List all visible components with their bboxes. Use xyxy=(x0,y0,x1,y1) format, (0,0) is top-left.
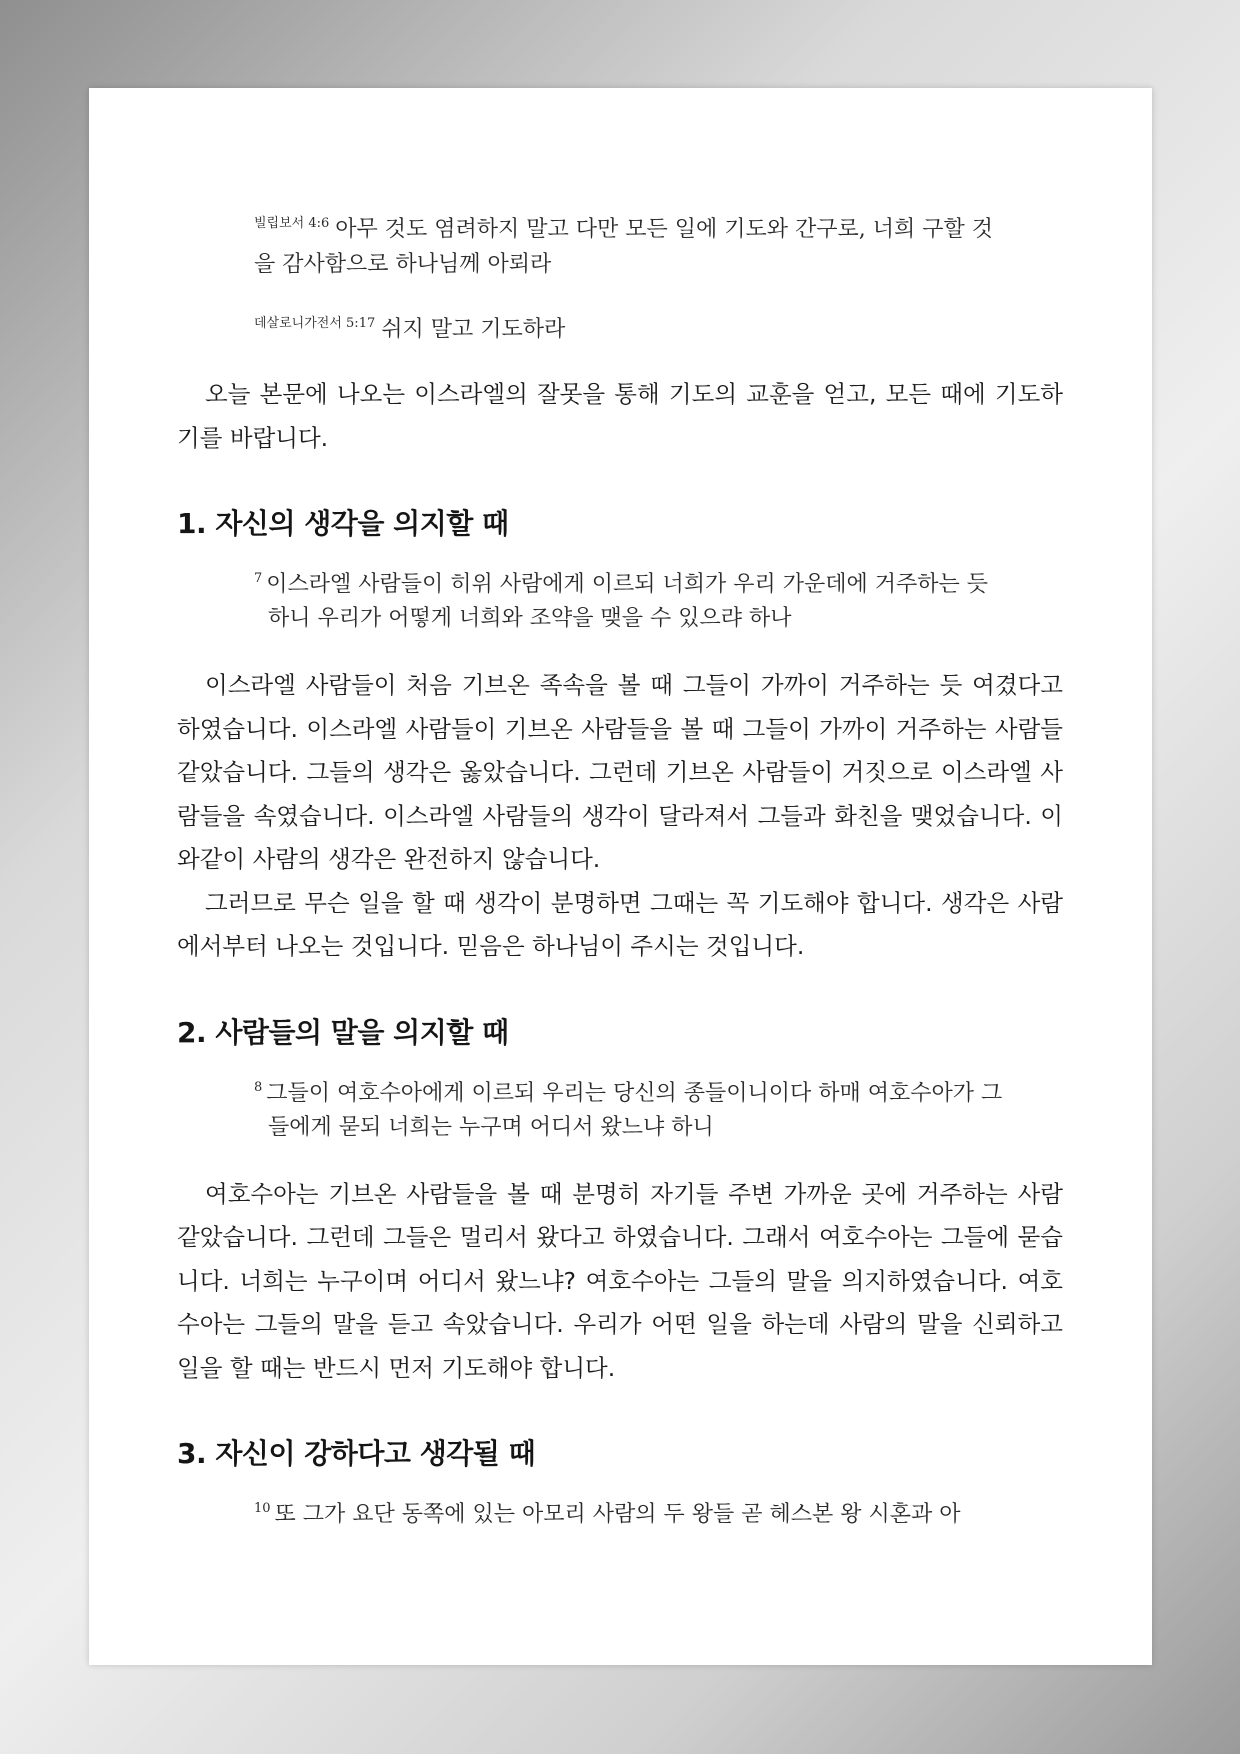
verse-philippians xyxy=(254,206,994,282)
verse-text: 그들이 여호수아에게 이르되 우리는 당신의 종들이니이다 하매 여호수아가 그들에게 묻되 너희는 누구며 어디서 왔느냐 하니 xyxy=(266,1080,1003,1140)
section-heading-2: 2. 사람들의 말을 의지할 때 xyxy=(177,1015,509,1049)
document-page xyxy=(89,88,1152,1665)
section-2-paragraph-1: 여호수아는 기브온 사람들을 볼 때 분명히 자기들 주변 가까운 곳에 거주하는 사람 같았습니다. 그런데 그들은 멀리서 왔다고 하였습니다. 그래서 여호수아는 그들에 묻습니다. 너희는 누구이며 어디서 왔느냐? 여호수아는 그들의 말을 의지하였습니다. 여호수아는 그들의 말을 듣고 속았습니다. 우리가 어떤 일을 하는데 사람의 말을 신뢰하고 일을 할 때는 반드시 먼저 기도해야 합니다. xyxy=(177,1179,1063,1382)
section-heading-3: 3. 자신이 강하다고 생각될 때 xyxy=(177,1437,536,1470)
verse-thessalonians xyxy=(254,306,994,347)
document-content xyxy=(177,206,1063,1532)
section-heading-1: 1. 자신의 생각을 의지할 때 xyxy=(177,507,509,540)
verse-number: 8 xyxy=(254,1079,263,1095)
intro-paragraph: 오늘 본문에 나오는 이스라엘의 잘못을 통해 기도의 교훈을 얻고, 모든 때에 기도하기를 바랍니다. xyxy=(177,380,1063,452)
section-1-verse xyxy=(254,562,1008,636)
verse-text: 이스라엘 사람들이 히위 사람에게 이르되 너희가 우리 가운데에 거주하는 듯하니 우리가 어떻게 너희와 조약을 맺을 수 있으랴 하나 xyxy=(266,572,989,631)
section-1-paragraph-2: 그러므로 무슨 일을 할 때 생각이 분명하면 그때는 꼭 기도해야 합니다. 생각은 사람에서부터 나오는 것입니다. 믿음은 하나님이 주시는 것입니다. xyxy=(177,888,1063,960)
verse-text: 또 그가 요단 동쪽에 있는 아모리 사람의 두 왕들 곧 헤스본 왕 시혼과 아 xyxy=(274,1502,961,1527)
verse-number: 7 xyxy=(254,571,263,586)
section-3-verse xyxy=(254,1492,1008,1532)
verse-reference: 빌립보서 4:6 xyxy=(254,216,330,231)
verse-number: 10 xyxy=(254,1501,271,1516)
verse-text: 아무 것도 염려하지 말고 다만 모든 일에 기도와 간구로, 너희 구할 것을 감사함으로 하나님께 아뢰라 xyxy=(254,217,994,277)
verse-reference: 데살로니가전서 5:17 xyxy=(254,316,376,331)
section-2-verse xyxy=(254,1071,1008,1145)
verse-text: 쉬지 말고 기도하라 xyxy=(381,317,566,342)
section-1-paragraph-1: 이스라엘 사람들이 처음 기브온 족속을 볼 때 그들이 가까이 거주하는 듯 여겼다고 하였습니다. 이스라엘 사람들이 기브온 사람들을 볼 때 그들이 가까이 거주하는 사람들 같았습니다. 그들의 생각은 옳았습니다. 그런데 기브온 사람들이 거짓으로 이스라엘 사람들을 속였습니다. 이스라엘 사람들의 생각이 달라져서 그들과 화친을 맺었습니다. 이와같이 사람의 생각은 완전하지 않습니다. xyxy=(177,671,1063,873)
